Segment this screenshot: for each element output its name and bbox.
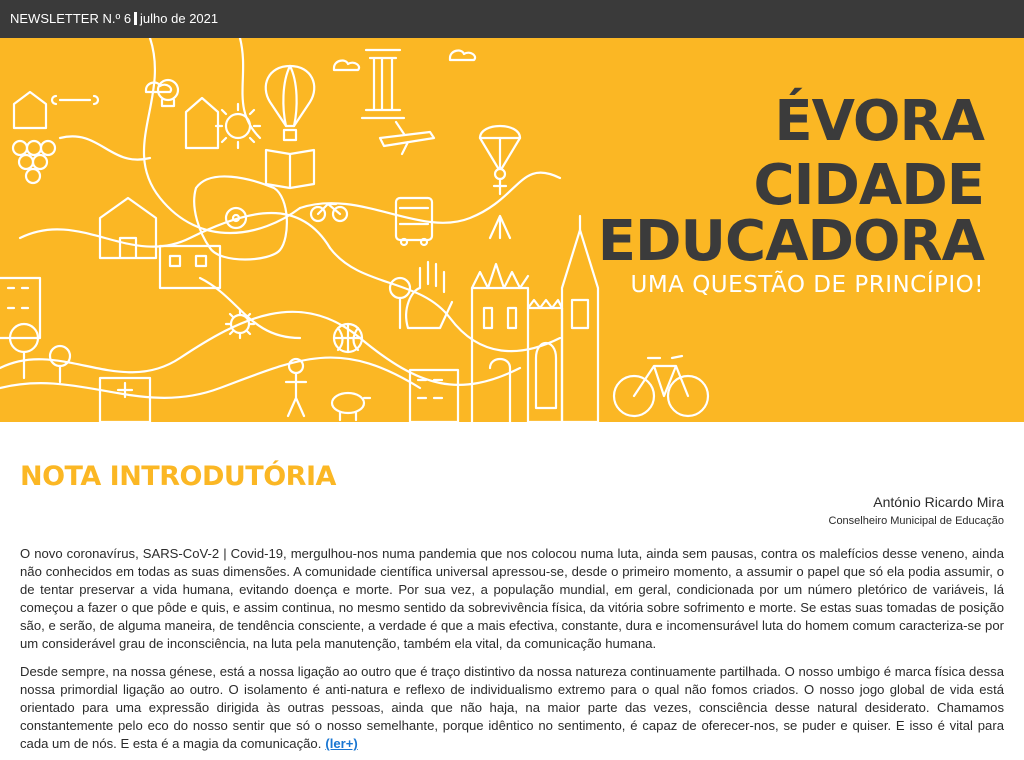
author-role: Conselheiro Municipal de Educação: [828, 515, 1004, 527]
newsletter-number: NEWSLETTER N.º 6: [10, 11, 132, 26]
hero-banner: [0, 38, 1024, 422]
newsletter-info: [10, 0, 218, 38]
newsletter-header-bar: [0, 0, 1024, 38]
article-paragraph-2: [20, 663, 1004, 753]
section-heading: NOTA INTRODUTÓRIA: [20, 461, 336, 492]
paragraph-1-text: O novo coronavírus, SARS-CoV-2 | Covid-19, mergulhou-nos numa pandemia que nos colocou numa luta, ainda sem pausas, contra os malefícios desse veneno, ainda não conhecidos em todas as suas dimensões. A comunidade científica universal apressou-se, desde o primeiro momento, a assumir o papel que só ela podia assumir, o de tentar preservar a vida humana, evitando doença e morte. Por sua vez, a população mundial, em geral, condicionada por um número pletórico de variáveis, lá começou a fazer o que pôde e quis, e assim continua, no mesmo sentido da sobrevivência física, da vitória sobre sofrimento e morte. Se estas suas tomadas de posição são, e serão, de alguma maneira, de tendência consciente, a verdade é que a mais efectiva, constante, dura e incomensurável luta do homem comum caracteriza-se por um considerável grau de inconsciência, na luta pela manutenção, também ela vital, da comunicação humana.: [20, 546, 1004, 651]
paragraph-2-text: Desde sempre, na nossa génese, está a nossa ligação ao outro que é traço distintivo da nossa natureza continuamente partilhada. O nosso umbigo é marca física dessa nossa primordial ligação ao outro. O isolamento é anti-natura e reflexo de individualismo extremo para o qual não fomos criados. O nosso jogo global de vida está orientado para uma expressão dirigida às outras pessoas, ainda que não haja, na maior parte das vezes, consciência desse natural desiderato. Chamamos constantemente pelo eco do nosso sentir que só o nosso semelhante, porque idêntico no sentimento, é capaz de oferecer-nos, se puder e quiser. E isso é vital para cada um de nós. E esta é a magia da comunicação.: [20, 664, 1004, 751]
separator-bar: [134, 12, 137, 25]
title-line-1: ÉVORA: [774, 89, 984, 154]
newsletter-date: julho de 2021: [140, 11, 219, 26]
read-more-link[interactable]: (ler+): [325, 736, 358, 751]
article-paragraph-1: [20, 545, 1004, 653]
hero-subtitle: UMA QUESTÃO DE PRINCÍPIO!: [630, 272, 984, 298]
author-name: António Ricardo Mira: [873, 494, 1004, 510]
title-line-3: EDUCADORA: [597, 209, 984, 274]
title-line-2: CIDADE: [753, 153, 984, 218]
